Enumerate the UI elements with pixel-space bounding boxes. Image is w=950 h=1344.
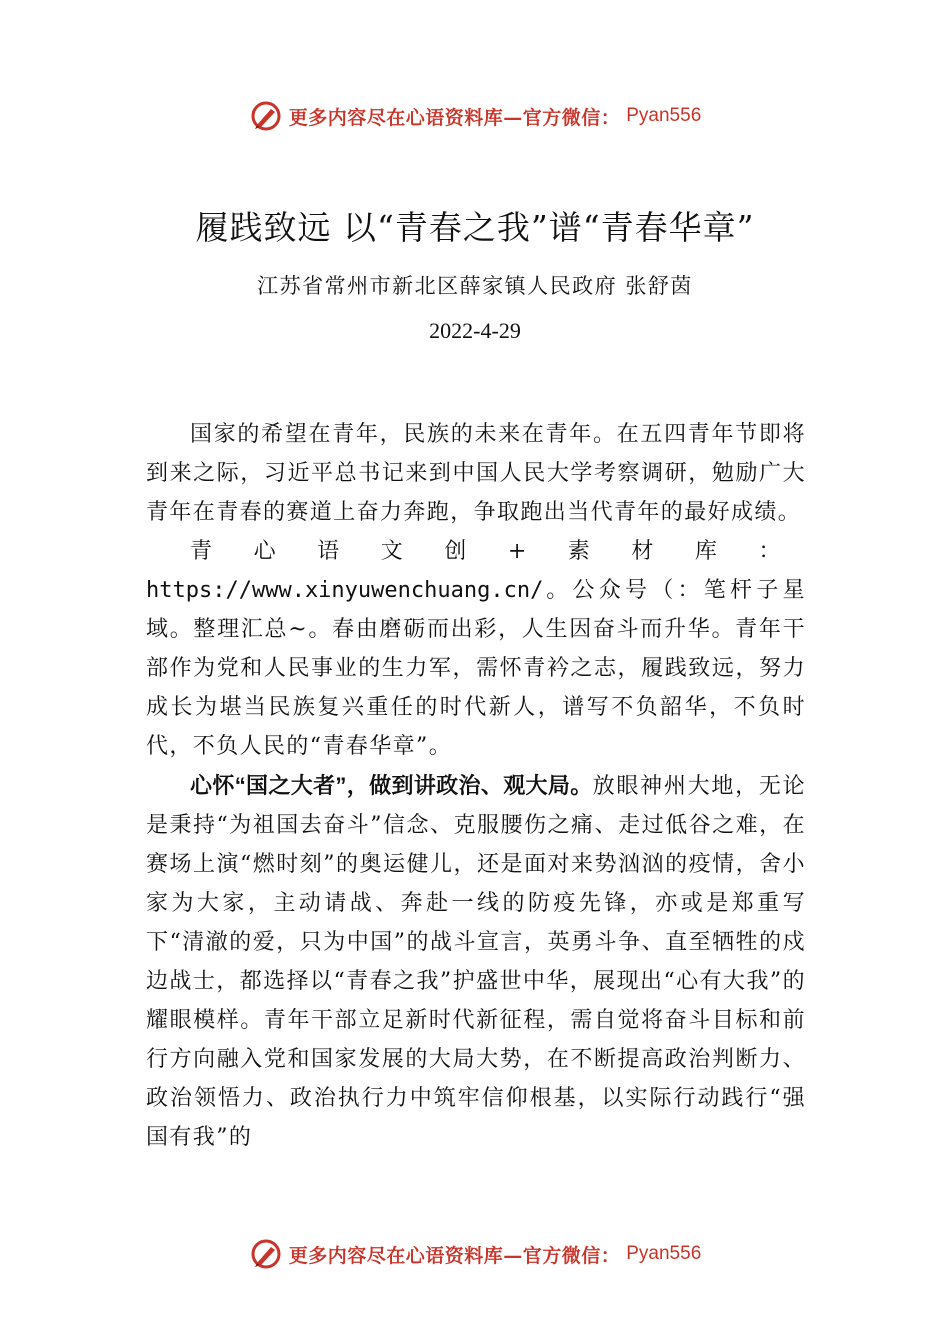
paragraph-1: 国家的希望在青年，民族的未来在青年。在五四青年节即将到来之际，习近平总书记来到中国人民大学考察调研，勉励广大青年在青春的赛道上奋力奔跑，争取跑出当代青年的最好成绩。: [146, 422, 806, 525]
banner-wechat-id: Pyan556: [626, 1243, 702, 1264]
paragraph-3: [146, 766, 806, 1157]
pen-logo-icon: [249, 1237, 283, 1271]
page-title: 履践致远 以“青春之我”谱“青春华章”: [195, 208, 755, 247]
article-body: [146, 415, 806, 1157]
footer-watermark-banner: [0, 1234, 950, 1274]
banner-text: 更多内容尽在心语资料库—官方微信：: [288, 106, 621, 129]
pen-logo-icon: [249, 99, 283, 133]
header-watermark-banner: [0, 96, 950, 136]
date-line: 2022-4-29: [429, 318, 521, 343]
paragraph-3-rest: 放眼神州大地，无论是秉持“为祖国去奋斗”信念、克服腰伤之痛、走过低谷之难，在赛场上演“燃时刻”的奥运健儿，还是面对来势汹汹的疫情，舍小家为大家，主动请战、奔赴一线的防疫先锋，亦或是郑重写下“清澈的爱，只为中国”的战斗宣言，英勇斗争、直至牺牲的戍边战士，都选择以“青春之我”护盛世中华，展现出“心有大我”的耀眼模样。青年干部立足新时代新征程，需自觉将奋斗目标和前行方向融入党和国家发展的大局大势，在不断提高政治判断力、政治领悟力、政治执行力中筑牢信仰根基，以实际行动践行“强国有我”的: [146, 774, 806, 1150]
paragraph-2-url: https://www.xinyuwenchuang.cn/: [146, 578, 544, 603]
paragraph-2-rest: 。公众号（：笔杆子星域。整理汇总~。春由磨砺而出彩，人生因奋斗而升华。青年干部作为党和人民事业的生力军，需怀青衿之志，履践致远，努力成长为堪当民族复兴重任的时代新人，谱写不负韶华，不负时代，不负人民的“青春华章”。: [146, 578, 806, 759]
paragraph-2: [146, 532, 806, 766]
banner-wechat-id: Pyan556: [626, 105, 702, 126]
paragraph-3-lead: 心怀“国之大者”，做到讲政治、观大局。: [190, 773, 593, 798]
banner-text: 更多内容尽在心语资料库—官方微信：: [288, 1244, 621, 1267]
author-line: 江苏省常州市新北区薛家镇人民政府 张舒茵: [257, 274, 693, 298]
paragraph-2-prefix: 青心语文创+素材库：: [190, 539, 806, 564]
